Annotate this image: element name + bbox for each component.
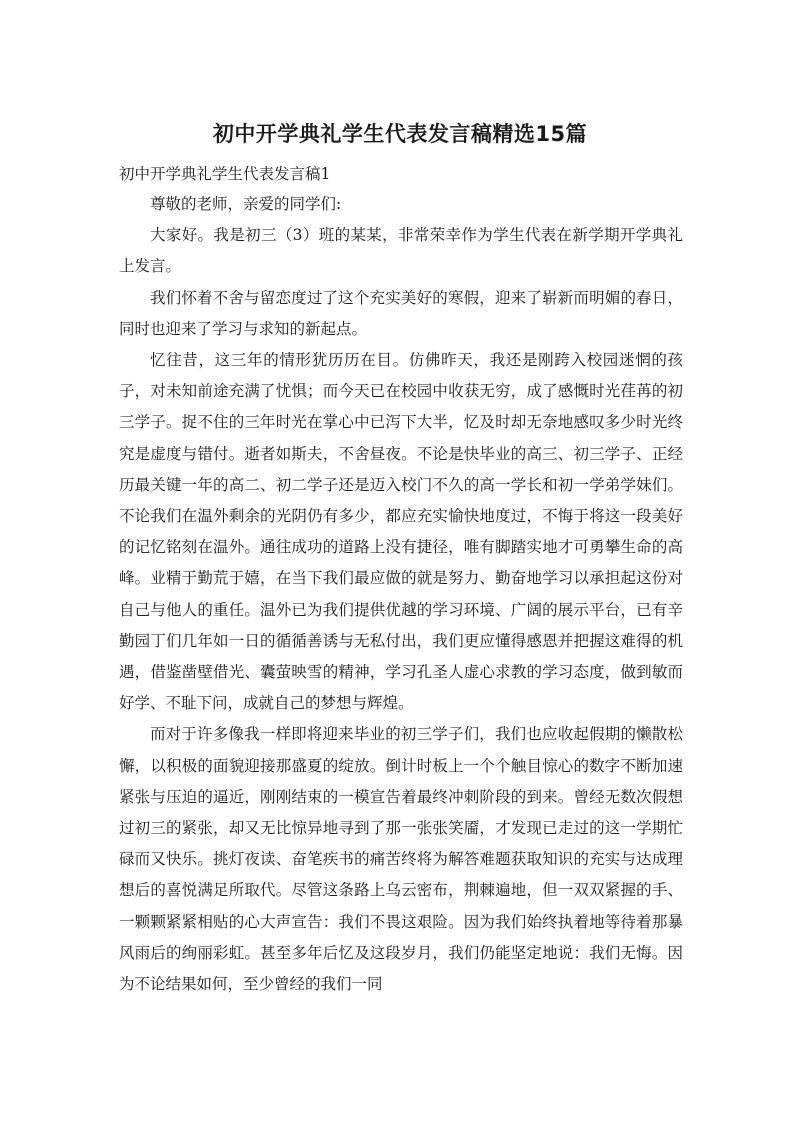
graduates-paragraph: 而对于许多像我一样即将迎来毕业的初三学子们，我们也应收起假期的懒散松懈，以积极的面貌迎接那盛夏的绽放。倒计时板上一个个触目惊心的数字不断加速紧张与压迫的逼近，刚刚结束的一模宣告着最终冲刺阶段的到来。曾经无数次假想过初三的紧张，却又无比惊异地寻到了那一张张笑靥，才发现已走过的这一学期忙碌而又快乐。挑灯夜读、奋笔疾书的痛苦终将为解答难题获取知识的充实与达成理想后的喜悦满足所取代。尽管这条路上乌云密布，荆棘遍地，但一双双紧握的手、一颗颗紧紧相贴的心大声宣告：我们不畏这艰险。因为我们始终执着地等待着那暴风雨后的绚丽彩虹。甚至多年后忆及这段岁月，我们仍能坚定地说：我们无悔。因为不论结果如何，至少曾经的我们一同 xyxy=(119,725,683,994)
intro-paragraph: 大家好。我是初三（3）班的某某，非常荣幸作为学生代表在新学期开学典礼上发言。 xyxy=(119,226,683,276)
reflection-paragraph: 忆往昔，这三年的情形犹历历在目。仿佛昨天，我还是刚跨入校园迷惘的孩子，对未知前途充满了忧惧；而今天已在校园中收获无穷，成了感慨时光荏苒的初三学子。捉不住的三年时光在掌心中已泻下大半，忆及时却无奈地感叹多少时光终究是虚度与错付。逝者如斯夫，不舍昼夜。不论是快毕业的高三、初三学子、正经历最关键一年的高二、初二学子还是迈入校门不久的高一学长和初一学弟学妹们。不论我们在温外剩余的光阴仍有多少，都应充实愉快地度过，不悔于将这一段美好的记忆铭刻在温外。通往成功的道路上没有捷径，唯有脚踏实地才可勇攀生命的高峰。业精于勤荒于嬉，在当下我们最应做的就是努力、勤奋地学习以承担起这份对自己与他人的重任。温外已为我们提供优越的学习环境、广阔的展示平台，已有辛勤园丁们几年如一日的循循善诱与无私付出，我们更应懂得感恩并把握这难得的机遇，借鉴凿壁借光、囊萤映雪的精神，学习孔圣人虚心求教的学习态度，做到敏而好学、不耻下问，成就自己的梦想与辉煌。 xyxy=(119,351,683,713)
winter-break-paragraph: 我们怀着不舍与留恋度过了这个充实美好的寒假，迎来了崭新而明媚的春日，同时也迎来了学习与求知的新起点。 xyxy=(119,288,683,338)
document-subtitle: 初中开学典礼学生代表发言稿1 xyxy=(119,165,331,183)
greeting-paragraph: 尊敬的老师，亲爱的同学们: xyxy=(150,195,342,213)
document-title: 初中开学典礼学生代表发言稿精选15篇 xyxy=(212,122,588,146)
document-body xyxy=(119,189,683,1000)
